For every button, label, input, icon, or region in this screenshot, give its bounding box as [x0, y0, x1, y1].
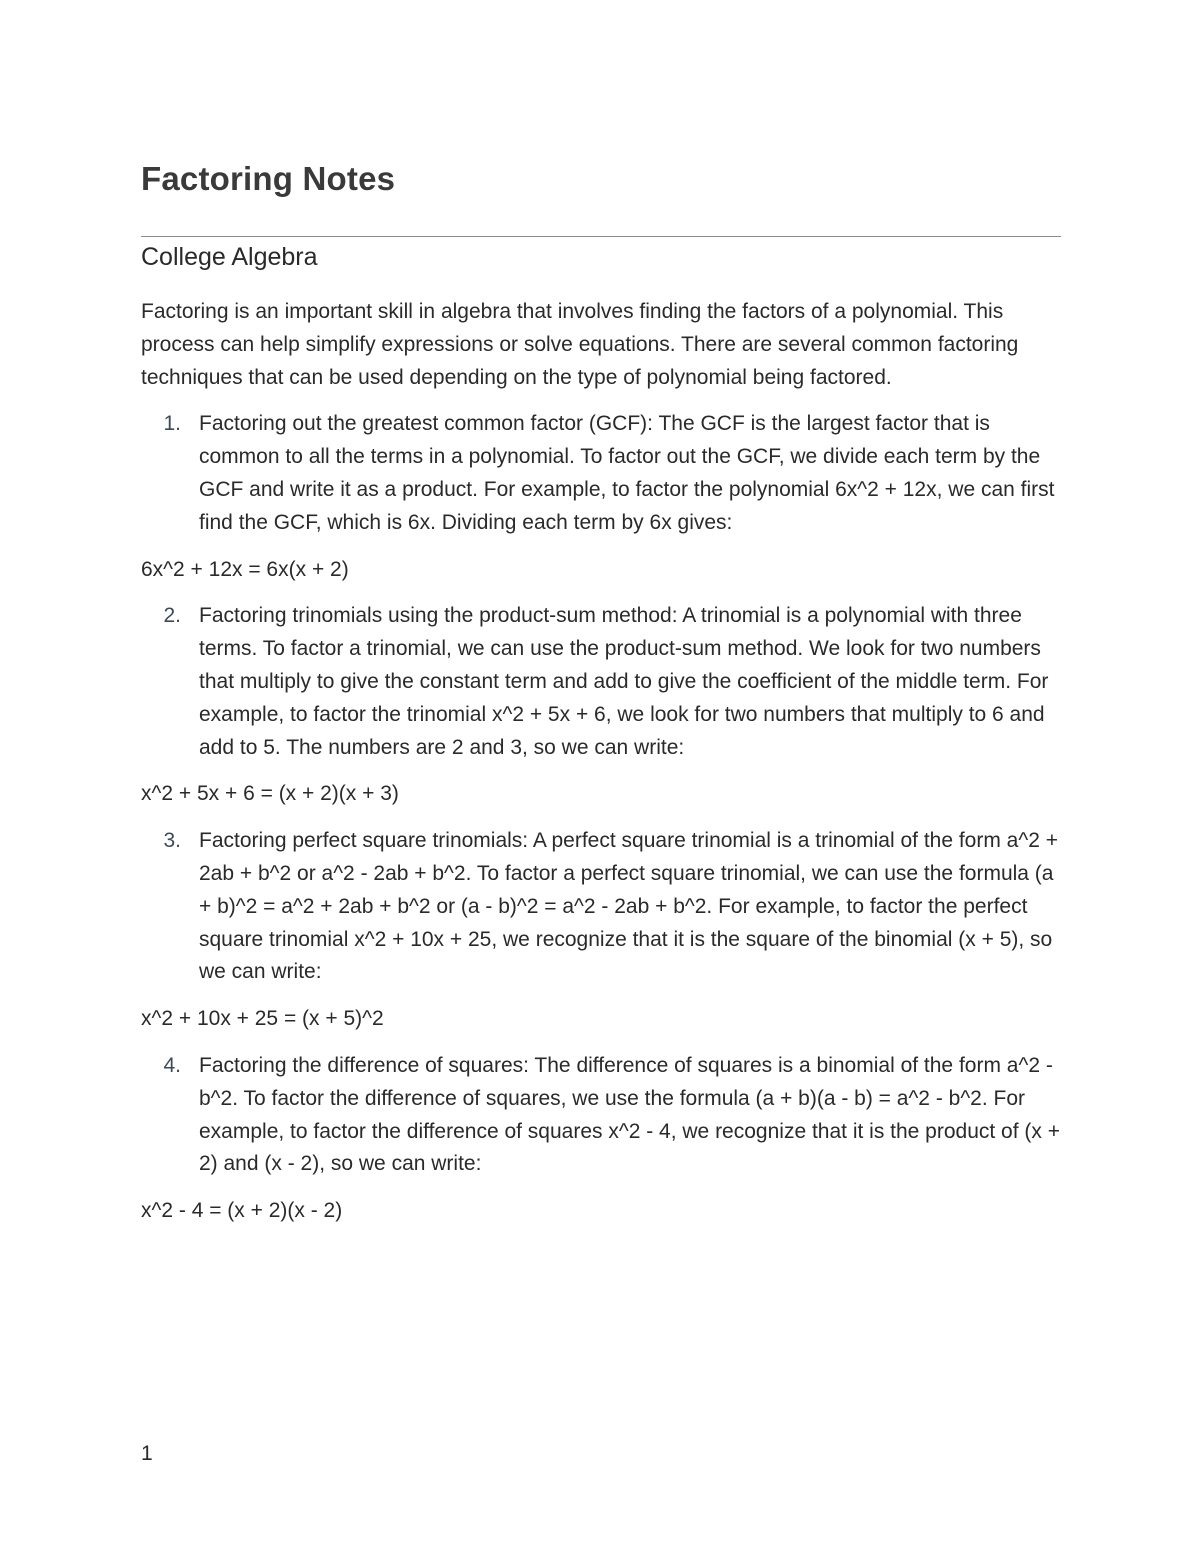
equation-perfect-square: x^2 + 10x + 25 = (x + 5)^2: [141, 1007, 384, 1031]
list-item-difference-of-squares: [141, 1050, 1061, 1181]
intro-paragraph: Factoring is an important skill in algebra that involves finding the factors of a polynomial. This process can help simplify expressions or solve equations. There are several common factoring techniques that can be used depending on the type of polynomial being factored.: [141, 300, 1019, 389]
list-item-text: Factoring the difference of squares: The difference of squares is a binomial of the form a^2 - b^2. To factor the difference of squares, we use the formula (a + b)(a - b) = a^2 - b^2. For example, to factor the difference of squares x^2 - 4, we recognize that it is the product of (x + 2) and (x - 2), so we can write:: [199, 1053, 1060, 1176]
list-item-text: Factoring trinomials using the product-sum method: A trinomial is a polynomial with three terms. To factor a trinomial, we can use the product-sum method. We look for two numbers that multiply to give the constant term and add to give the coefficient of the middle term. For example, to factor the trinomial x^2 + 5x + 6, we look for two numbers that multiply to 6 and add to 5. The numbers are 2 and 3, so we can write:: [199, 604, 1049, 759]
list-item-perfect-square: [141, 825, 1061, 989]
list-number: 3.: [163, 829, 181, 853]
list-number: 1.: [163, 412, 181, 436]
equation-difference-of-squares: x^2 - 4 = (x + 2)(x - 2): [141, 1199, 343, 1223]
document-subtitle: College Algebra: [141, 243, 318, 271]
list-number: 2.: [163, 604, 181, 628]
list-number: 4.: [163, 1053, 181, 1077]
list-item-product-sum: [141, 600, 1061, 764]
list-item-text: Factoring out the greatest common factor (GCF): The GCF is the largest factor that is common to all the terms in a polynomial. To factor out the GCF, we divide each term by the GCF and write it as a product. For example, to factor the polynomial 6x^2 + 12x, we can first find the GCF, which is 6x. Dividing each term by 6x gives:: [199, 412, 1055, 534]
list-item-text: Factoring perfect square trinomials: A perfect square trinomial is a trinomial of the form a^2 + 2ab + b^2 or a^2 - 2ab + b^2. To factor a perfect square trinomial, we can use the formula (a + b)^2 = a^2 + 2ab + b^2 or (a - b)^2 = a^2 - 2ab + b^2. For example, to factor the perfect square trinomial x^2 + 10x + 25, we recognize that it is the square of the binomial (x + 5), so we can write:: [199, 829, 1058, 984]
document-title: Factoring Notes: [141, 160, 396, 197]
equation-product-sum: x^2 + 5x + 6 = (x + 2)(x + 3): [141, 782, 399, 806]
title-divider: [141, 236, 1061, 237]
page-number: 1: [141, 1442, 153, 1465]
document-body: [141, 296, 1061, 1242]
equation-gcf: 6x^2 + 12x = 6x(x + 2): [141, 557, 349, 581]
list-item-gcf: [141, 408, 1061, 539]
